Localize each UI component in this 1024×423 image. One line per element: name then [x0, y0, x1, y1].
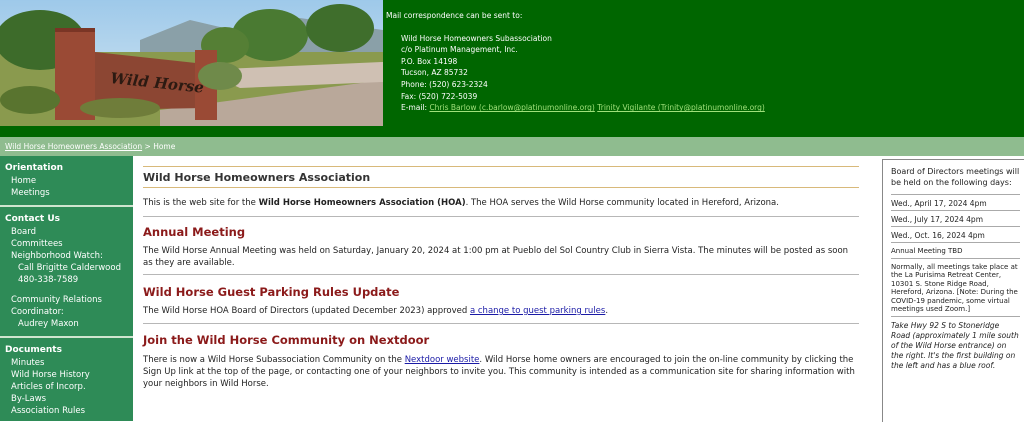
nextdoor-text: There is now a Wild Horse Subassociation Community on the Nextdoor website. Wild Horse home owners are encouraged to join the on-line community by clicking the Sign Up link at the top of the page, or contacting one of your neighbors to invite you. This community is intended as a communication site for sharing information with your neighbors in Wild Horse.: [143, 355, 855, 389]
meetings-intro: Board of Directors meetings will be held on the following days:: [891, 167, 1020, 187]
sidebar-item-by-laws[interactable]: By-Laws: [11, 394, 47, 404]
sidebar-section-orientation: [0, 156, 133, 207]
mail-fax: Fax: (520) 722-5039: [401, 91, 478, 101]
intro-paragraph: This is the web site for the Wild Horse Homeowners Association (HOA). The HOA serves the Wild Horse community located in Hereford, Arizona.: [143, 198, 779, 208]
entrance-sign-image: [0, 0, 383, 126]
email-link-chris-barlow[interactable]: Chris Barlow (c.barlow@platinumonline.org): [429, 103, 595, 113]
sidebar-item-home[interactable]: Home: [11, 176, 37, 186]
sidebar-section-contact: [0, 207, 133, 338]
mail-po-box: P.O. Box 14198: [401, 56, 458, 66]
main-content: [143, 156, 859, 421]
mail-email-row: [401, 102, 765, 114]
nextdoor-website-link[interactable]: Nextdoor website: [404, 355, 480, 365]
sidebar-item-board[interactable]: Board: [11, 227, 36, 237]
annual-meeting-tbd: Annual Meeting TBD: [891, 247, 963, 255]
mail-heading: Mail correspondence can be sent to:: [386, 11, 523, 20]
annual-meeting-heading: Annual Meeting: [143, 225, 246, 239]
site-header: [0, 0, 1024, 137]
sidebar-item-minutes[interactable]: Minutes: [11, 358, 45, 368]
community-relations-name: Audrey Maxon: [18, 319, 79, 329]
meeting-date: Wed., Oct. 16, 2024 4pm: [891, 231, 985, 240]
sidebar-title-orientation: Orientation: [5, 163, 64, 173]
sidebar-item-association-rules[interactable]: Association Rules: [11, 406, 86, 416]
breadcrumb-current: Home: [153, 142, 176, 151]
sidebar-item-articles-of-incorp[interactable]: Articles of Incorp.: [11, 382, 86, 392]
email-link-trinity-vigilante[interactable]: Trinity Vigilante (Trinity@platinumonline.org): [597, 103, 765, 113]
meetings-panel: [882, 159, 1024, 422]
sidebar-item-wild-horse-history[interactable]: Wild Horse History: [11, 370, 90, 380]
mail-correspondence: [386, 10, 765, 114]
breadcrumb-home-link[interactable]: Wild Horse Homeowners Association: [5, 142, 143, 151]
mail-phone: Phone: (520) 623-2324: [401, 79, 488, 89]
meeting-date: Wed., July 17, 2024 4pm: [891, 215, 983, 224]
annual-meeting-text: The Wild Horse Annual Meeting was held on Saturday, January 20, 2024 at 1:00 pm at Pueblo del Sol Country Club in Sierra Vista. The minutes will be posted as soon as they are available.: [143, 246, 849, 268]
meeting-directions: Take Hwy 92 S to Stoneridge Road (approximately 1 mile south of the Wild Horse entrance) on the right. It's the first building on the left and has a blue roof.: [891, 320, 1019, 370]
guest-parking-rules-link[interactable]: a change to guest parking rules: [469, 306, 606, 316]
parking-rules-text: The Wild Horse HOA Board of Directors (updated December 2023) approved a change to guest parking rules.: [143, 306, 609, 316]
nextdoor-heading: Join the Wild Horse Community on Nextdoor: [143, 333, 430, 347]
breadcrumb-separator: >: [144, 142, 151, 151]
sidebar-nav: [0, 156, 133, 421]
email-label: E-mail:: [401, 103, 428, 113]
mail-city: Tucson, AZ 85732: [401, 68, 468, 78]
meeting-location: Normally, all meetings take place at the La Purisima Retreat Center, 10301 S. Stone Ridge Road, Hereford, Arizona. [Note: During the COVID-19 pandemic, some virtual meetings used Zoom.]: [891, 262, 1018, 313]
parking-rules-heading: Wild Horse Guest Parking Rules Update: [143, 285, 400, 299]
sign-lettering: Wild Horse: [109, 69, 205, 97]
page-title: Wild Horse Homeowners Association: [143, 171, 371, 184]
neighborhood-watch-contact: Call Brigitte Calderwood: [18, 263, 121, 273]
mail-care-of: c/o Platinum Management, Inc.: [401, 45, 518, 55]
neighborhood-watch-phone: 480-338-7589: [18, 275, 79, 285]
sidebar-title-contact: Contact Us: [5, 214, 61, 224]
mail-org: Wild Horse Homeowners Subassociation: [401, 33, 552, 43]
hoa-name: Wild Horse Homeowners Association (HOA): [258, 198, 466, 208]
sidebar-title-documents: Documents: [5, 345, 62, 355]
sidebar-section-documents: [0, 338, 133, 423]
sidebar-item-neighborhood-watch: Neighborhood Watch:: [11, 251, 103, 261]
header-photo: [0, 0, 383, 126]
sidebar-item-meetings[interactable]: Meetings: [11, 188, 50, 198]
breadcrumb: [0, 137, 1024, 156]
community-relations-coordinator-label: Coordinator:: [11, 307, 64, 317]
meeting-date: Wed., April 17, 2024 4pm: [891, 199, 987, 208]
community-relations-title: Community Relations: [11, 295, 102, 305]
sidebar-item-committees[interactable]: Committees: [11, 239, 63, 249]
